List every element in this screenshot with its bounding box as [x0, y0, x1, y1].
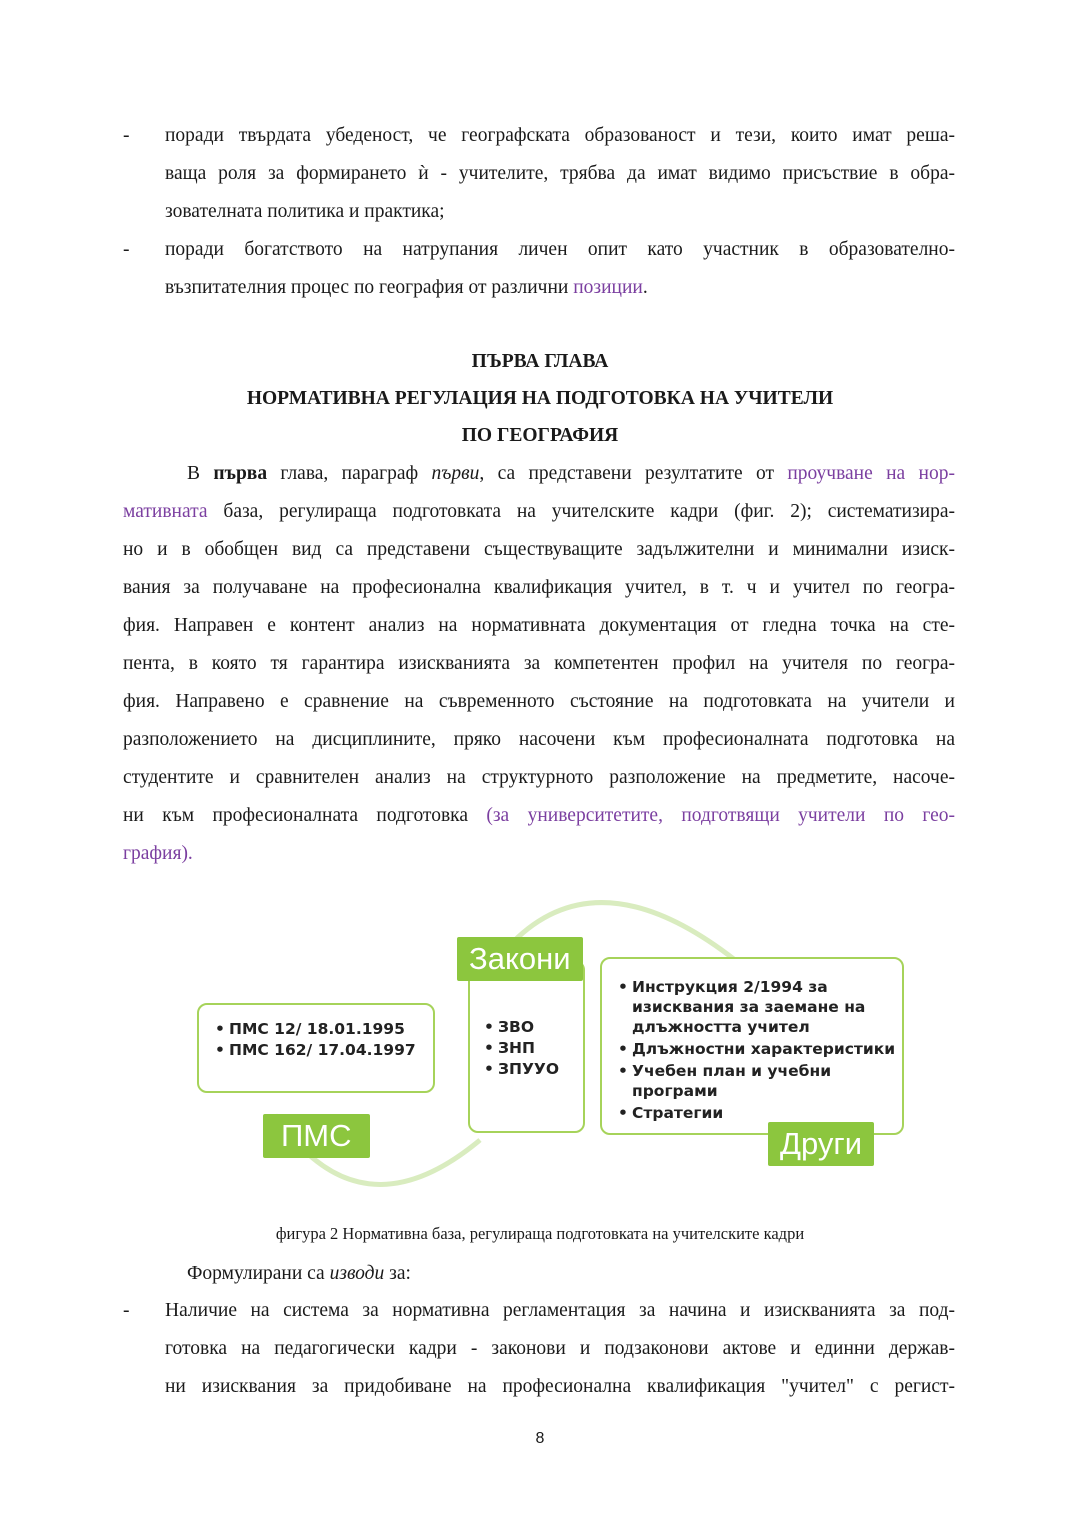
- paragraph-line: вания за получаване на професионална квалификация учител, в т. ч и учител по геогра-: [123, 577, 955, 598]
- drugi-tag: Други: [768, 1122, 874, 1166]
- paragraph-line: [123, 797, 955, 835]
- body-text: Формулирани са: [187, 1263, 330, 1284]
- body-text: .: [642, 277, 648, 298]
- bold-text: първа: [213, 463, 268, 484]
- chapter-title: НОРМАТИВНА РЕГУЛАЦИЯ НА ПОДГОТОВКА НА УЧИТЕЛИ: [246, 388, 834, 409]
- bullet-dash: -: [123, 125, 130, 146]
- body-text: ни към професионалната подготовка: [123, 805, 487, 826]
- paragraph-line: студентите и сравнителен анализ на структурното разположение на предметите, насоче-: [123, 767, 955, 788]
- figure-caption: фигура 2 Нормативна база, регулираща подготовката на учителските кадри: [275, 1224, 805, 1243]
- bullet-dash: -: [123, 1300, 130, 1321]
- paragraph-line: [123, 835, 955, 873]
- body-text: В: [187, 463, 214, 484]
- body-line: ни изисквания за придобиване на професионална квалификация "учител" с регист-: [165, 1376, 955, 1397]
- link-universities[interactable]: (за университетите, подготвящи учители по гео-: [486, 805, 955, 826]
- link-universities[interactable]: графия).: [123, 843, 193, 864]
- body-line: поради твърдата убеденост, че географската образованост и тези, които имат реша-: [165, 125, 955, 146]
- pms-item: • ПМС 12/ 18.01.1995: [213, 1019, 433, 1040]
- pms-box: [197, 1003, 435, 1093]
- body-line: Наличие на система за нормативна регламентация за начина и изискванията за под-: [165, 1300, 955, 1321]
- drugi-item: • Учебен план и учебни програми: [616, 1061, 896, 1101]
- paragraph-line: [123, 493, 955, 531]
- page-number: 8: [535, 1430, 545, 1447]
- bullet-dash: -: [123, 239, 130, 260]
- chapter-label: ПЪРВА ГЛАВА: [471, 351, 609, 372]
- body-text: , са представени резултатите от: [479, 463, 788, 484]
- zakoni-item: • ЗПУУО: [482, 1059, 583, 1080]
- drugi-item: • Длъжностни характеристики: [616, 1037, 896, 1061]
- paragraph-line: но и в обобщен вид са представени съществуващите задължителни и минимални изиск-: [123, 539, 955, 560]
- paragraph-line: [187, 455, 955, 493]
- zakoni-tag: Закони: [457, 937, 583, 981]
- zakoni-box: [468, 960, 585, 1133]
- italic-text: първи: [431, 463, 480, 484]
- drugi-item: • Стратегии: [616, 1101, 896, 1125]
- body-text: за:: [384, 1263, 411, 1284]
- body-text: база, регулираща подготовката на учителските кадри (фиг. 2); систематизира-: [207, 501, 955, 522]
- paragraph-line: пента, в която тя гарантира изискванията за компетентен профил на учителя по геогра-: [123, 653, 955, 674]
- link-positions[interactable]: позиции: [573, 277, 643, 298]
- paragraph-line: фия. Направено е сравнение на съвременното състояние на подготовката на учители и: [123, 691, 955, 712]
- pms-tag: ПМС: [263, 1114, 370, 1158]
- conclusions-intro: [187, 1255, 955, 1293]
- body-text: възпитателния процес по география от различни: [165, 277, 574, 298]
- drugi-item: • Инструкция 2/1994 за изисквания за заемане на длъжността учител: [616, 977, 896, 1037]
- link-normative-study[interactable]: проучване на нор-: [787, 463, 955, 484]
- zakoni-item: • ЗНП: [482, 1038, 583, 1059]
- body-line: поради богатството на натрупания личен опит като участник в образователно-: [165, 239, 955, 260]
- body-line: готовка на педагогически кадри - законови и подзаконови актове и единни держав-: [165, 1338, 955, 1359]
- figure-diagram: [180, 880, 910, 1205]
- paragraph-line: фия. Направен е контент анализ на нормативната документация от гледна точка на сте-: [123, 615, 955, 636]
- italic-text: изводи: [329, 1263, 385, 1284]
- body-text: глава, параграф: [267, 463, 432, 484]
- paragraph-line: разположението на дисциплините, пряко насочени към професионалната подготовка на: [123, 729, 955, 750]
- drugi-box: [600, 957, 904, 1135]
- body-line: зователната политика и практика;: [165, 201, 445, 222]
- body-line: ваща роля за формирането ѝ - учителите, трябва да имат видимо присъствие в обра-: [165, 163, 955, 184]
- zakoni-item: • ЗВО: [482, 1017, 583, 1038]
- chapter-title-cont: ПО ГЕОГРАФИЯ: [461, 425, 619, 446]
- link-normative-study[interactable]: мативната: [123, 501, 208, 522]
- body-line: [165, 269, 955, 307]
- pms-item: • ПМС 162/ 17.04.1997: [213, 1040, 433, 1061]
